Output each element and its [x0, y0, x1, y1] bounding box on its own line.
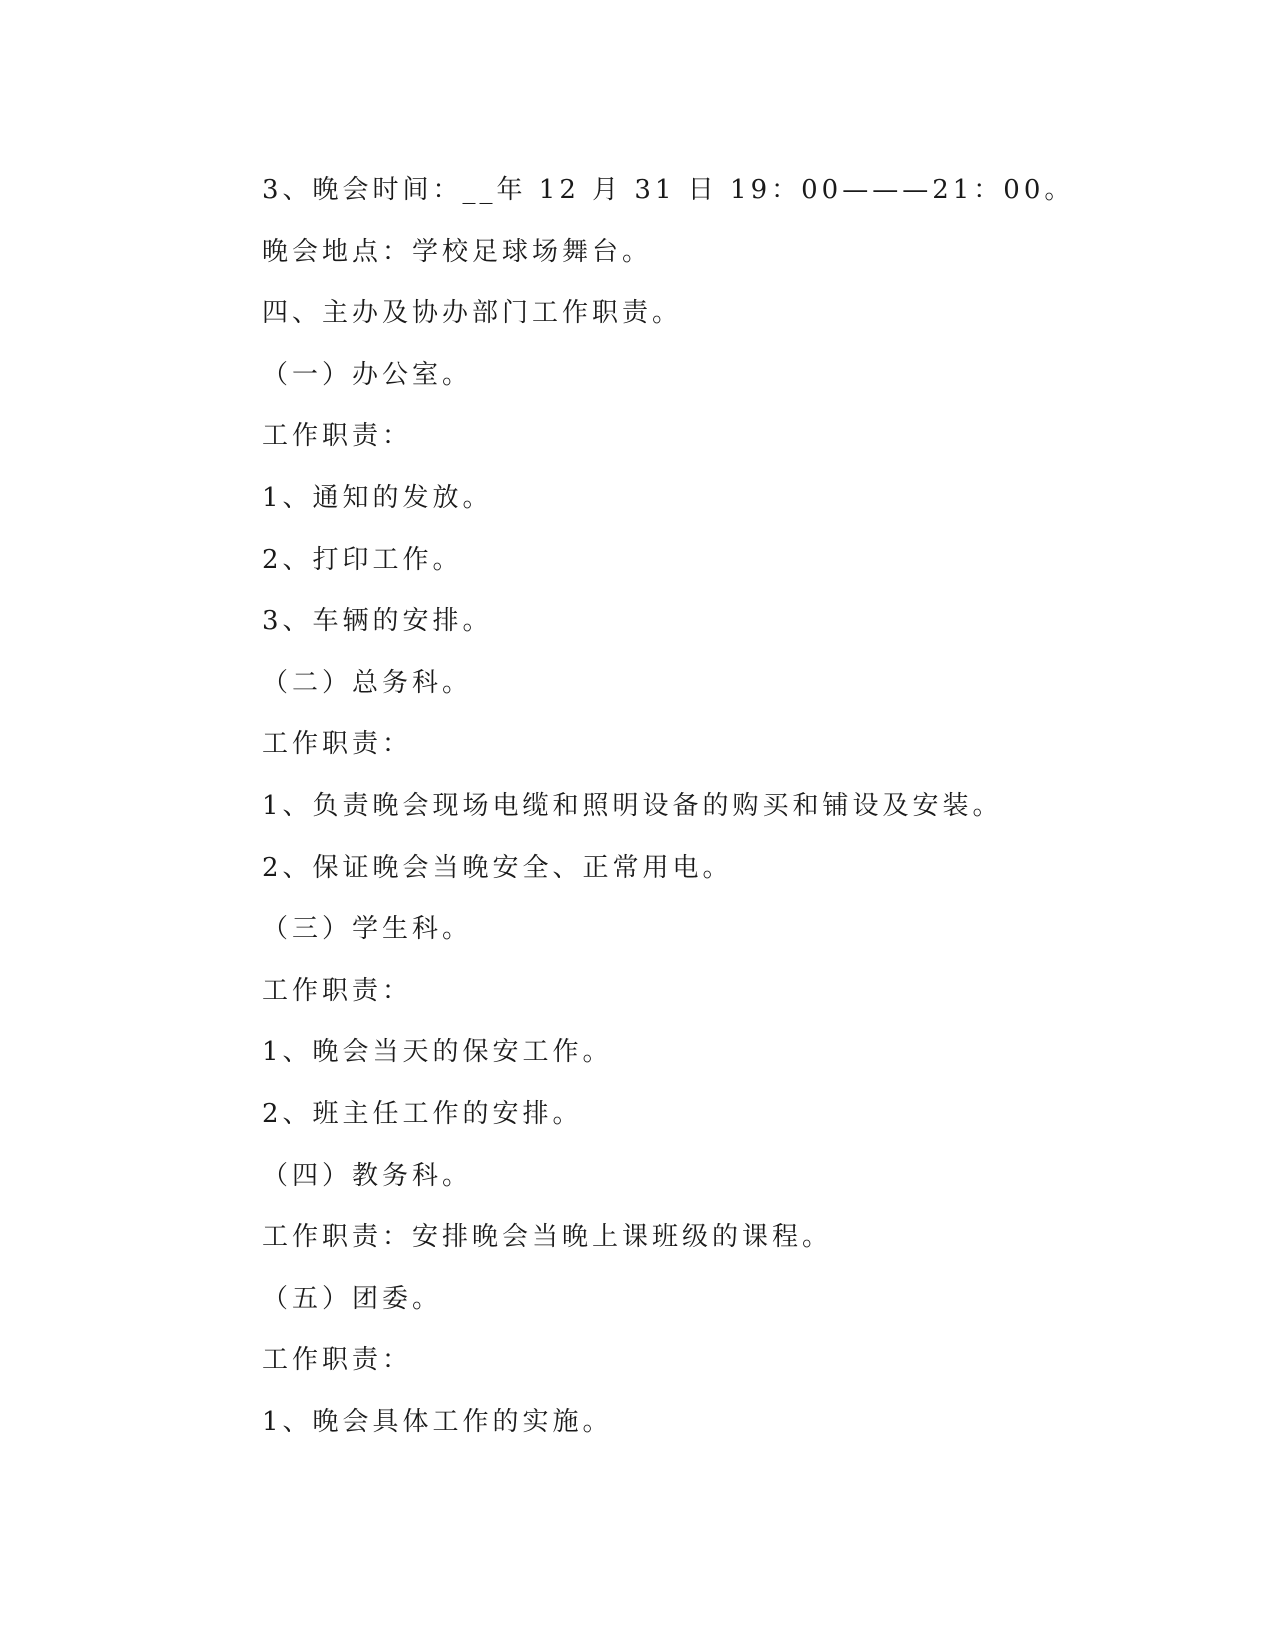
duty-item: 2、保证晚会当晚安全、正常用电。	[262, 852, 733, 883]
event-location-line: 晚会地点：学校足球场舞台。	[262, 236, 653, 267]
subsection-student-affairs: （三）学生科。	[262, 914, 473, 945]
duty-item: 3、车辆的安排。	[262, 606, 493, 637]
duty-item: 1、晚会具体工作的实施。	[262, 1406, 613, 1437]
duty-item: 1、通知的发放。	[262, 482, 493, 513]
duties-label: 工作职责：	[262, 729, 413, 760]
duties-line: 工作职责：安排晚会当晚上课班级的课程。	[262, 1222, 833, 1253]
duties-label: 工作职责：	[262, 975, 413, 1006]
duty-item: 1、晚会当天的保安工作。	[262, 1037, 613, 1068]
duties-label: 工作职责：	[262, 421, 413, 452]
duty-item: 2、打印工作。	[262, 544, 463, 575]
event-time-line: 3、晚会时间：__年 12 月 31 日 19：00———21：00。	[262, 175, 1075, 205]
duties-label: 工作职责：	[262, 1345, 413, 1376]
duty-item: 2、班主任工作的安排。	[262, 1098, 583, 1129]
section-heading: 四、主办及协办部门工作职责。	[262, 298, 683, 329]
subsection-office: （一）办公室。	[262, 359, 473, 390]
document-body	[262, 160, 1162, 1453]
duty-item: 1、负责晚会现场电缆和照明设备的购买和铺设及安装。	[262, 790, 1003, 821]
subsection-academic-affairs: （四）教务科。	[262, 1160, 473, 1191]
subsection-youth-league: （五）团委。	[262, 1283, 443, 1314]
subsection-general-affairs: （二）总务科。	[262, 667, 473, 698]
